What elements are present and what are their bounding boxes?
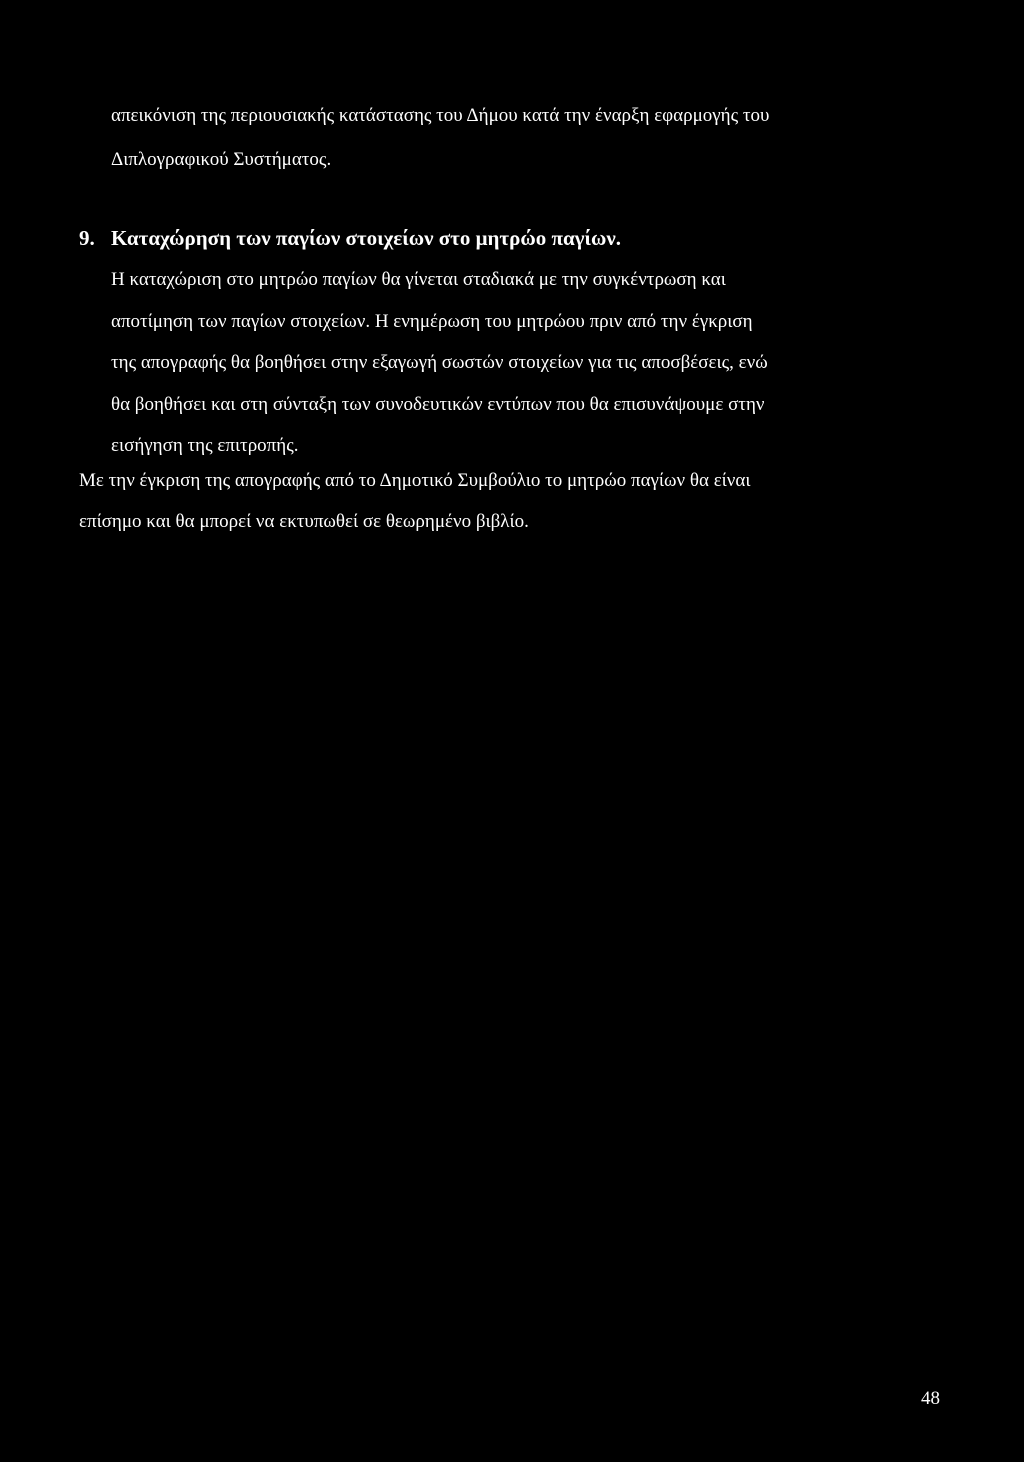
text-line: Η καταχώριση στο μητρώο παγίων θα γίνεται σταδιακά με την συγκέντρωση και xyxy=(111,269,726,290)
text-line: της απογραφής θα βοηθήσει στην εξαγωγή σωστών στοιχείων για τις αποσβέσεις, ενώ xyxy=(111,352,768,373)
text-line: επίσημο και θα μπορεί να εκτυπωθεί σε θεωρημένο βιβλίο. xyxy=(79,511,529,532)
text-line: Με την έγκριση της απογραφής από το Δημοτικό Συμβούλιο το μητρώο παγίων θα είναι xyxy=(79,470,751,491)
text-line: θα βοηθήσει και στη σύνταξη των συνοδευτικών εντύπων που θα επισυνάψουμε στην xyxy=(111,394,765,415)
text-line: Διπλογραφικού Συστήματος. xyxy=(111,149,332,170)
section-number: 9. xyxy=(79,226,95,250)
section-heading: Καταχώρηση των παγίων στοιχείων στο μητρώο παγίων. xyxy=(111,226,621,250)
text-line: αποτίμηση των παγίων στοιχείων. Η ενημέρωση του μητρώου πριν από την έγκριση xyxy=(111,311,753,332)
text-line: εισήγηση της επιτροπής. xyxy=(111,435,299,456)
text-line: απεικόνιση της περιουσιακής κατάστασης του Δήμου κατά την έναρξη εφαρμογής του xyxy=(111,105,770,126)
page-number: 48 xyxy=(921,1388,940,1409)
